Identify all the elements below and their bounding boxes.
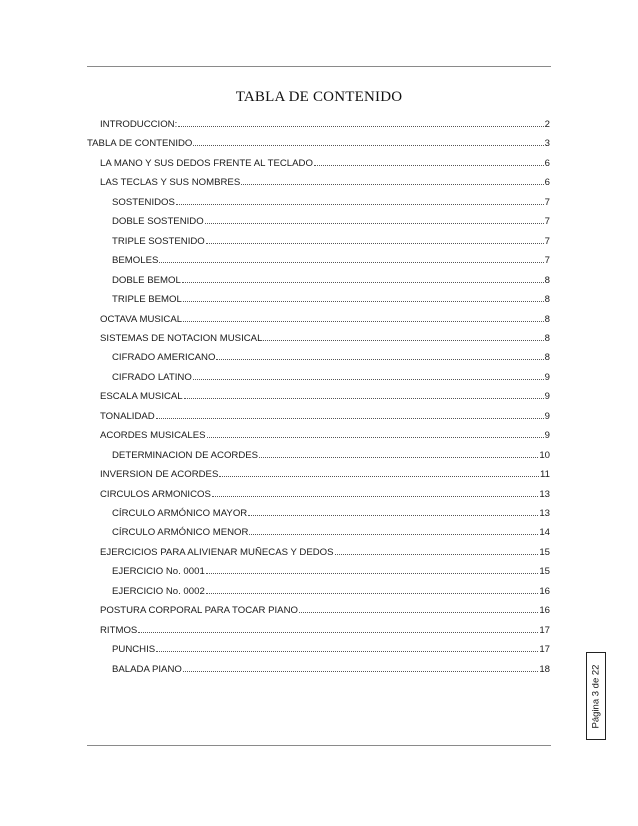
toc-entry-label: DETERMINACION DE ACORDES xyxy=(112,449,259,461)
toc-leader-dots xyxy=(183,293,544,302)
toc-entry-label: SOSTENIDOS xyxy=(112,196,175,208)
toc-entry-page: 2 xyxy=(544,119,550,130)
toc-leader-dots xyxy=(193,371,544,380)
toc-entry-page: 14 xyxy=(539,527,550,539)
toc-entry[interactable] xyxy=(100,604,550,616)
toc-entry[interactable] xyxy=(100,118,550,130)
toc-leader-dots xyxy=(184,390,544,399)
toc-entry[interactable] xyxy=(112,371,550,383)
toc-leader-dots xyxy=(176,196,544,205)
toc-entry-label: CIRCULOS ARMONICOS xyxy=(100,488,211,500)
toc-leader-dots xyxy=(263,332,543,341)
toc-entry-page: 6 xyxy=(544,157,550,169)
toc-leader-dots xyxy=(241,176,543,185)
toc-entry-page: 7 xyxy=(544,235,550,247)
toc-entry[interactable] xyxy=(112,449,550,461)
toc-entry-label: TRIPLE SOSTENIDO xyxy=(112,235,205,247)
toc-entry[interactable] xyxy=(112,293,550,305)
toc-entry[interactable] xyxy=(100,488,550,500)
toc-entry-label: TABLA DE CONTENIDO xyxy=(87,138,193,150)
toc-leader-dots xyxy=(156,410,544,419)
toc-entry-page: 8 xyxy=(544,294,550,306)
toc-entry-label: DOBLE SOSTENIDO xyxy=(112,216,204,228)
toc-entry-page: 9 xyxy=(544,391,550,403)
toc-entry-page: 3 xyxy=(544,138,550,150)
toc-entry-page: 17 xyxy=(539,644,550,656)
toc-leader-dots xyxy=(178,118,543,127)
toc-entry[interactable] xyxy=(100,410,550,422)
toc-entry-page: 8 xyxy=(544,313,550,325)
toc-entry-page: 9 xyxy=(544,371,550,383)
toc-leader-dots xyxy=(183,663,538,672)
toc-leader-dots xyxy=(248,507,538,516)
toc-leader-dots xyxy=(216,351,543,360)
toc-entry[interactable] xyxy=(112,663,550,675)
toc-leader-dots xyxy=(193,137,543,146)
toc-entry-page: 8 xyxy=(544,274,550,286)
toc-entry-label: BALADA PIANO xyxy=(112,663,182,675)
footer-rule xyxy=(87,745,551,746)
toc-entry-page: 18 xyxy=(539,663,550,675)
page-number-box xyxy=(586,652,606,740)
toc-entry-page: 17 xyxy=(539,624,550,636)
toc-entry[interactable] xyxy=(112,643,550,655)
toc-entry-page: 13 xyxy=(539,508,550,519)
toc-entry[interactable] xyxy=(100,157,550,169)
toc-entry[interactable] xyxy=(112,274,550,286)
toc-entry-page: 13 xyxy=(539,488,550,500)
toc-leader-dots xyxy=(259,449,538,458)
toc-entry-page: 6 xyxy=(544,177,550,189)
toc-entry[interactable] xyxy=(100,390,550,402)
toc-entry-page: 15 xyxy=(539,546,550,558)
toc-entry-label: EJERCICIO No. 0001 xyxy=(112,566,205,578)
toc-leader-dots xyxy=(207,429,544,438)
toc-leader-dots xyxy=(206,585,539,594)
toc-entry-label: CÍRCULO ARMÓNICO MENOR xyxy=(112,527,249,539)
toc-entry[interactable] xyxy=(100,332,550,344)
toc-entry-label: SISTEMAS DE NOTACION MUSICAL xyxy=(100,332,263,344)
toc-entry[interactable] xyxy=(112,351,550,363)
toc-entry[interactable] xyxy=(112,254,550,266)
toc-entry[interactable] xyxy=(112,196,550,208)
toc-entry-label: OCTAVA MUSICAL xyxy=(100,313,183,325)
toc-leader-dots xyxy=(314,157,544,166)
toc-entry-page: 7 xyxy=(544,216,550,228)
toc-entry[interactable] xyxy=(112,235,550,247)
toc-entry[interactable] xyxy=(112,585,550,597)
toc-entry[interactable] xyxy=(100,176,550,188)
toc-entry-label: POSTURA CORPORAL PARA TOCAR PIANO xyxy=(100,605,298,617)
toc-entry-label: DOBLE BEMOL xyxy=(112,274,181,286)
toc-leader-dots xyxy=(206,235,544,244)
toc-leader-dots xyxy=(299,604,538,613)
toc-leader-dots xyxy=(182,274,544,283)
toc-entry[interactable] xyxy=(112,526,550,538)
toc-leader-dots xyxy=(138,624,538,633)
toc-entry-page: 15 xyxy=(539,566,550,578)
toc-entry-page: 8 xyxy=(544,352,550,364)
toc-entry-page: 10 xyxy=(539,449,550,461)
toc-entry[interactable] xyxy=(112,507,550,519)
page-number-label: Página 3 de 22 xyxy=(590,664,602,728)
page-title: TABLA DE CONTENIDO xyxy=(235,89,403,105)
toc-entry[interactable] xyxy=(100,313,550,325)
toc-entry-label: ACORDES MUSICALES xyxy=(100,430,206,442)
toc-leader-dots xyxy=(156,643,538,652)
toc-entry[interactable] xyxy=(100,546,550,558)
toc-leader-dots xyxy=(335,546,539,555)
toc-entry-page: 9 xyxy=(544,410,550,422)
toc-leader-dots xyxy=(183,313,544,322)
toc-entry-page: 8 xyxy=(544,332,550,344)
toc-entry-page: 16 xyxy=(539,585,550,597)
toc-entry-label: CÍRCULO ARMÓNICO MAYOR xyxy=(112,508,248,519)
toc-entry-page: 7 xyxy=(544,196,550,208)
toc-leader-dots xyxy=(205,215,544,224)
toc-entry-label: TRIPLE BEMOL xyxy=(112,294,182,306)
toc-entry[interactable] xyxy=(100,468,550,480)
toc-leader-dots xyxy=(249,526,538,535)
toc-leader-dots xyxy=(159,254,543,263)
toc-entry[interactable] xyxy=(112,565,550,577)
toc-entry-label: TONALIDAD xyxy=(100,410,155,422)
toc-entry-label: INVERSION DE ACORDES xyxy=(100,469,219,481)
toc-entry-label: RITMOS xyxy=(100,624,138,636)
toc-entry-label: LA MANO Y SUS DEDOS FRENTE AL TECLADO xyxy=(100,157,313,169)
toc-entry-label: ESCALA MUSICAL xyxy=(100,391,183,403)
toc-entry-label: PUNCHIS xyxy=(112,644,156,656)
toc-entry-label: CIFRADO AMERICANO xyxy=(112,352,216,364)
toc-entry-page: 7 xyxy=(544,255,550,267)
toc-entry-page: 9 xyxy=(544,430,550,442)
toc-leader-dots xyxy=(212,488,538,497)
toc-entry-page: 16 xyxy=(539,605,550,617)
toc-entry-label: LAS TECLAS Y SUS NOMBRES xyxy=(100,177,241,189)
toc-entry-label: INTRODUCCION: xyxy=(100,119,178,130)
toc-entry[interactable] xyxy=(87,137,550,149)
toc-entry-page: 11 xyxy=(540,469,550,481)
toc-entry[interactable] xyxy=(100,429,550,441)
toc-entry-label: EJERCICIO No. 0002 xyxy=(112,585,205,597)
toc-entry-label: BEMOLES xyxy=(112,255,159,267)
toc-leader-dots xyxy=(219,468,539,477)
toc-entry-label: CIFRADO LATINO xyxy=(112,371,192,383)
toc-entry[interactable] xyxy=(112,215,550,227)
toc-entry-label: EJERCICIOS PARA ALIVIENAR MUÑECAS Y DEDOS xyxy=(100,546,334,558)
toc-leader-dots xyxy=(206,565,539,574)
toc-entry[interactable] xyxy=(100,624,550,636)
